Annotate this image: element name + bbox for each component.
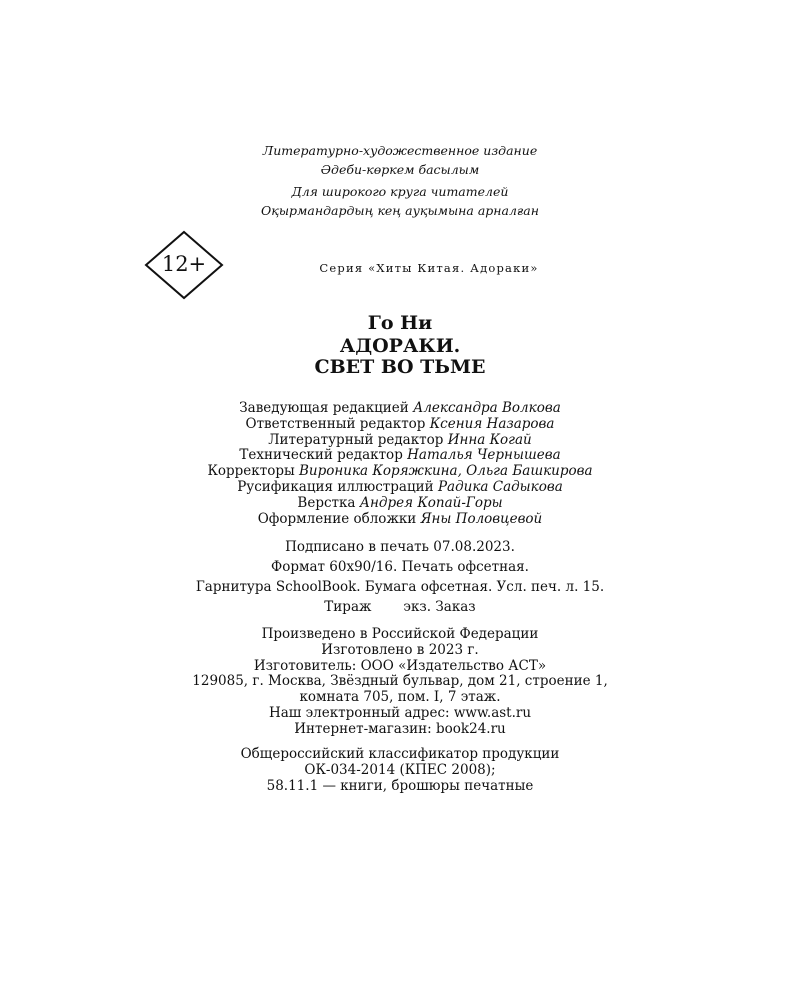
credit-line: Литературный редактор Инна Когай [268,431,532,448]
credit-line: Оформление обложки Яны Половцевой [257,510,543,527]
credit-line: Корректоры Вироника Коряжкина, Ольга Башкирова [207,463,593,480]
manufacturer: Изготовитель: ООО «Издательство АСТ» [253,657,547,674]
credit-line: Технический редактор Наталья Чернышева [239,447,561,464]
author-name: Го Ни [367,312,433,334]
edition-header [0,141,800,220]
production-info [0,627,800,738]
series-title: Серия «Хиты Китая. Адораки» [319,261,539,275]
print-format: Формат 60x90/16. Печать офсетная. [271,559,529,575]
audience-kz: Оқырмандардың кең ауқымына арналған [261,203,539,218]
book-title-line-1: АДОРАКИ. [339,335,461,357]
credit-line: Верстка Андрея Копай-Горы [297,494,503,511]
print-info [0,537,800,617]
book-title [0,336,800,378]
production-year: Изготовлено в 2023 г. [321,641,479,658]
classifier-info [0,747,800,794]
address-line-1: 129085, г. Москва, Звёздный бульвар, дом 21, строение 1, [192,673,608,690]
credit-line: Ответственный редактор Ксения Назарова [245,415,555,432]
credit-line: Русификация иллюстраций Радика Садыкова [237,478,563,495]
classifier-code: ОК-034-2014 (КПЕС 2008); [304,761,496,778]
address-line-2: комната 705, пом. I, 7 этаж. [299,689,501,706]
signed-date: Подписано в печать 07.08.2023. [285,539,515,555]
credit-line: Заведующая редакцией Александра Волкова [239,400,561,416]
edition-type-ru: Литературно-художественное издание [262,143,538,158]
online-store: Интернет-магазин: book24.ru [294,720,506,737]
classifier-category: 58.11.1 — книги, брошюры печатные [266,777,534,794]
book-title-line-2: СВЕТ ВО ТЬМЕ [314,356,486,378]
circulation: Тираж экз. Заказ [324,599,476,615]
production-country: Произведено в Российской Федерации [261,626,539,642]
credits-list [0,401,800,527]
classifier-title: Общероссийский классификатор продукции [240,746,560,762]
edition-type-kz: Әдеби-көркем басылым [320,162,480,177]
age-rating: 12+ [161,252,207,276]
font-paper: Гарнитура SchoolBook. Бумага офсетная. Усл. печ. л. 15. [195,579,605,595]
audience-ru: Для широкого круга читателей [291,184,509,199]
email-address: Наш электронный адрес: www.ast.ru [268,704,532,721]
